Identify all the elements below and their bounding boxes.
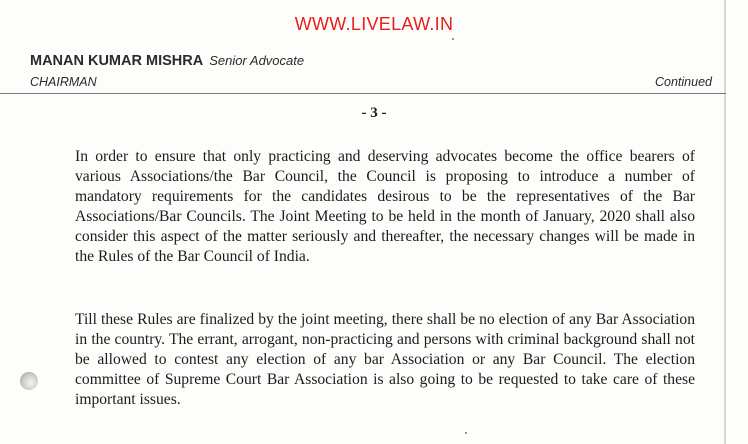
punch-hole (20, 372, 38, 390)
letterhead-divider (0, 93, 726, 94)
body-paragraph-1: In order to ensure that only practicing and deserving advocates become the office bearers of various Associations/the Bar Council, the Council is proposing to introduce a number of mandatory requirements for the candidates desirous to be the representatives of the Bar Associations/Bar Councils. The Joint Meeting to be held in the month of January, 2020 shall also consider this aspect of the matter seriously and thereafter, the necessary changes will be made in the Rules of the Bar Council of India. (75, 148, 695, 265)
page-edge-shadow (724, 0, 726, 444)
page-number: - 3 - (361, 105, 387, 121)
scan-speck (465, 432, 467, 434)
body-paragraph-2: Till these Rules are finalized by the joint meeting, there shall be no election of any Bar Association in the country. The errant, arrogant, non-practicing and persons with criminal background shall not be allowed to contest any election of any bar Association or any Bar Council. The election committee of Supreme Court Bar Association is also going to be requested to take care of these important issues. (75, 311, 695, 408)
letterhead-title: Senior Advocate (209, 53, 305, 68)
letterhead-name-line (30, 52, 304, 70)
continued-label: Continued (655, 75, 712, 89)
scan-speck (452, 38, 454, 40)
letterhead-role: CHAIRMAN (30, 75, 97, 89)
letterhead-name: MANAN KUMAR MISHRA (30, 53, 204, 69)
watermark: WWW.LIVELAW.IN (294, 14, 454, 34)
